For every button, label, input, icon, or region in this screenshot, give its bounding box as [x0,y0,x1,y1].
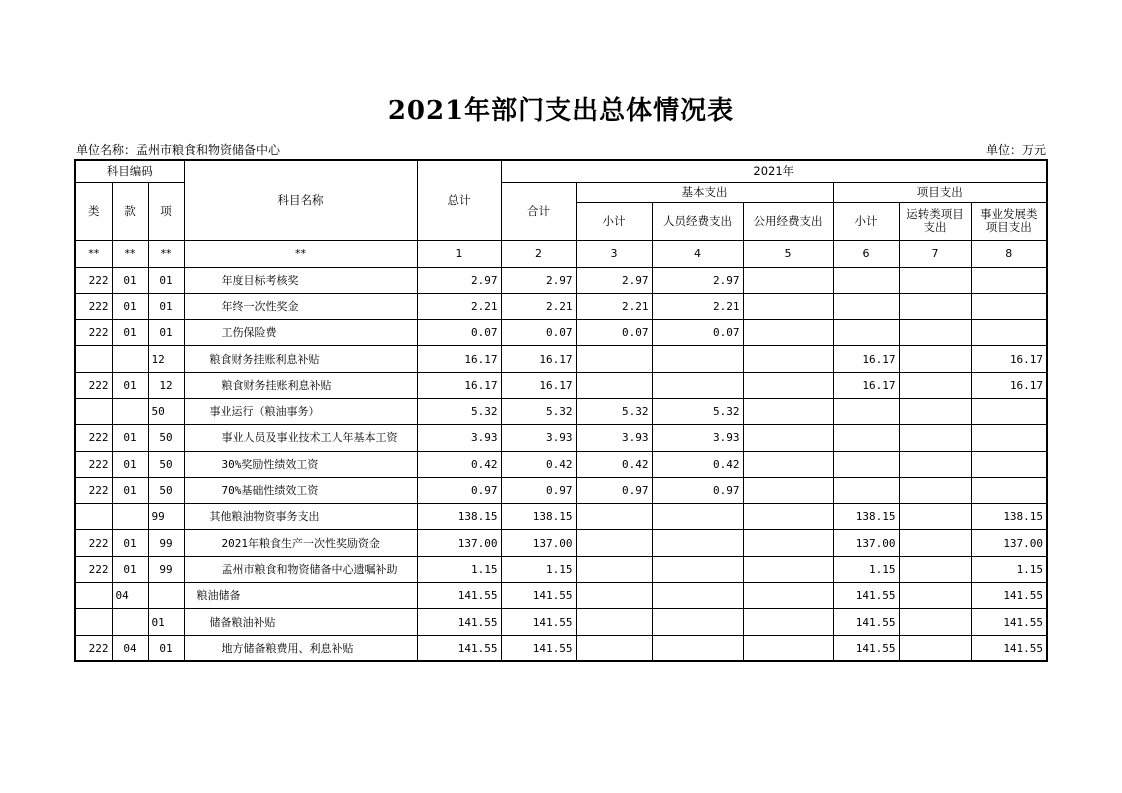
cell-transfer [899,320,971,346]
cell-name: 2021年粮食生产一次性奖励资金 [184,530,417,556]
cell-project-subtotal: 16.17 [833,346,899,372]
cell-xiang: 01 [148,267,184,293]
cell-kuan [112,504,148,530]
cell-transfer [899,635,971,661]
cell-total: 0.07 [417,320,501,346]
cell-heji: 16.17 [501,372,576,398]
cell-total: 16.17 [417,346,501,372]
cell-transfer [899,425,971,451]
unit-name-label: 单位名称：孟州市粮食和物资储备中心 [76,143,281,157]
cell-heji: 141.55 [501,635,576,661]
cell-personnel: 2.97 [652,267,743,293]
cell-transfer [899,346,971,372]
cell-public [743,530,833,556]
cell-kuan: 01 [112,267,148,293]
cell-heji: 0.97 [501,477,576,503]
header-public: 公用经费支出 [743,202,833,240]
col-number: 3 [576,240,652,267]
cell-kuan: 01 [112,372,148,398]
table-row [75,293,1047,319]
cell-kuan: 01 [112,530,148,556]
cell-public [743,293,833,319]
header-basic-subtotal: 小计 [576,202,652,240]
col-number: ** [148,240,184,267]
cell-xiang: 01 [148,293,184,319]
cell-basic-subtotal: 3.93 [576,425,652,451]
table-row [75,635,1047,661]
header-name: 科目名称 [184,160,417,240]
cell-transfer [899,398,971,424]
cell-kuan [112,609,148,635]
cell-dev: 137.00 [971,530,1047,556]
cell-personnel [652,609,743,635]
cell-kuan: 01 [112,293,148,319]
cell-name: 粮食财务挂账利息补贴 [184,372,417,398]
cell-heji: 0.07 [501,320,576,346]
cell-transfer [899,477,971,503]
cell-lei: 222 [75,372,112,398]
cell-dev: 16.17 [971,346,1047,372]
cell-xiang: 01 [148,635,184,661]
cell-personnel: 0.97 [652,477,743,503]
cell-project-subtotal: 16.17 [833,372,899,398]
currency-unit-label: 单位：万元 [985,143,1046,157]
cell-total: 138.15 [417,504,501,530]
cell-lei: 222 [75,635,112,661]
cell-xiang: 50 [148,451,184,477]
cell-kuan: 04 [112,583,148,609]
cell-name: 70%基础性绩效工资 [184,477,417,503]
table-row [75,504,1047,530]
col-number: 7 [899,240,971,267]
cell-project-subtotal [833,320,899,346]
cell-project-subtotal: 141.55 [833,635,899,661]
cell-kuan: 01 [112,451,148,477]
cell-lei: 222 [75,267,112,293]
cell-basic-subtotal [576,609,652,635]
cell-xiang [148,583,184,609]
header-kuan: 款 [112,182,148,240]
cell-lei: 222 [75,530,112,556]
cell-personnel: 2.21 [652,293,743,319]
table-row [75,346,1047,372]
cell-lei: 222 [75,556,112,582]
cell-name: 粮油储备 [184,583,417,609]
header-lei: 类 [75,182,112,240]
cell-dev [971,320,1047,346]
cell-basic-subtotal: 5.32 [576,398,652,424]
cell-total: 0.42 [417,451,501,477]
cell-public [743,267,833,293]
cell-lei [75,583,112,609]
cell-kuan: 01 [112,556,148,582]
table-row [75,372,1047,398]
cell-xiang: 99 [148,530,184,556]
table-row [75,267,1047,293]
cell-name: 年终一次性奖金 [184,293,417,319]
cell-public [743,320,833,346]
cell-xiang: 01 [148,320,184,346]
cell-name: 其他粮油物资事务支出 [184,504,417,530]
cell-heji: 2.97 [501,267,576,293]
col-number: ** [75,240,112,267]
cell-heji: 16.17 [501,346,576,372]
header-personnel: 人员经费支出 [652,202,743,240]
cell-total: 141.55 [417,609,501,635]
cell-lei [75,398,112,424]
cell-transfer [899,556,971,582]
cell-lei [75,504,112,530]
cell-dev: 141.55 [971,635,1047,661]
header-dev: 事业发展类项目支出 [971,202,1047,240]
cell-dev: 1.15 [971,556,1047,582]
cell-basic-subtotal [576,372,652,398]
table-row [75,398,1047,424]
header-project-subtotal: 小计 [833,202,899,240]
cell-basic-subtotal [576,504,652,530]
col-number: 2 [501,240,576,267]
cell-heji: 0.42 [501,451,576,477]
cell-basic-subtotal [576,530,652,556]
table-row [75,477,1047,503]
cell-project-subtotal: 137.00 [833,530,899,556]
cell-lei [75,346,112,372]
header-year: 2021年 [501,160,1047,182]
page-title: 2021年部门支出总体情况表 [387,96,735,126]
cell-kuan: 01 [112,477,148,503]
cell-total: 137.00 [417,530,501,556]
cell-xiang: 50 [148,425,184,451]
cell-personnel [652,372,743,398]
cell-personnel: 0.42 [652,451,743,477]
cell-public [743,504,833,530]
cell-public [743,451,833,477]
cell-total: 2.97 [417,267,501,293]
cell-basic-subtotal [576,583,652,609]
cell-xiang: 50 [148,398,184,424]
cell-dev: 141.55 [971,609,1047,635]
cell-name: 年度目标考核奖 [184,267,417,293]
cell-public [743,556,833,582]
cell-kuan: 01 [112,320,148,346]
cell-basic-subtotal [576,556,652,582]
cell-transfer [899,293,971,319]
cell-personnel [652,530,743,556]
cell-xiang: 50 [148,477,184,503]
header-project: 项目支出 [833,182,1047,202]
cell-heji: 137.00 [501,530,576,556]
cell-total: 5.32 [417,398,501,424]
cell-personnel: 5.32 [652,398,743,424]
cell-name: 事业运行（粮油事务） [184,398,417,424]
cell-transfer [899,267,971,293]
cell-project-subtotal [833,477,899,503]
cell-name: 事业人员及事业技术工人年基本工资 [184,425,417,451]
cell-total: 141.55 [417,635,501,661]
header-transfer: 运转类项目支出 [899,202,971,240]
cell-lei: 222 [75,425,112,451]
cell-name: 30%奖励性绩效工资 [184,451,417,477]
col-number: 6 [833,240,899,267]
cell-transfer [899,609,971,635]
cell-personnel [652,346,743,372]
header-basic: 基本支出 [576,182,833,202]
cell-dev [971,425,1047,451]
cell-kuan [112,346,148,372]
cell-project-subtotal: 141.55 [833,609,899,635]
table-row [75,556,1047,582]
header-total: 总计 [417,160,501,240]
table-row [75,320,1047,346]
header-xiang: 项 [148,182,184,240]
cell-heji: 1.15 [501,556,576,582]
cell-dev [971,451,1047,477]
cell-xiang: 99 [148,504,184,530]
cell-xiang: 01 [148,609,184,635]
cell-xiang: 12 [148,372,184,398]
cell-public [743,372,833,398]
cell-personnel [652,635,743,661]
cell-name: 地方储备粮费用、利息补贴 [184,635,417,661]
column-number-row [75,240,1047,267]
cell-dev [971,293,1047,319]
table-row [75,425,1047,451]
cell-public [743,635,833,661]
table-row [75,530,1047,556]
cell-name: 粮食财务挂账利息补贴 [184,346,417,372]
cell-lei: 222 [75,451,112,477]
cell-project-subtotal: 138.15 [833,504,899,530]
col-number: 1 [417,240,501,267]
cell-project-subtotal: 141.55 [833,583,899,609]
cell-basic-subtotal: 2.97 [576,267,652,293]
table-row [75,451,1047,477]
col-number: 4 [652,240,743,267]
cell-dev: 141.55 [971,583,1047,609]
cell-heji: 141.55 [501,583,576,609]
cell-transfer [899,451,971,477]
cell-total: 141.55 [417,583,501,609]
cell-dev: 138.15 [971,504,1047,530]
cell-xiang: 99 [148,556,184,582]
cell-transfer [899,530,971,556]
cell-personnel: 0.07 [652,320,743,346]
cell-public [743,398,833,424]
cell-heji: 141.55 [501,609,576,635]
cell-dev: 16.17 [971,372,1047,398]
cell-xiang: 12 [148,346,184,372]
cell-name: 工伤保险费 [184,320,417,346]
header-heji: 合计 [501,182,576,240]
cell-heji: 3.93 [501,425,576,451]
cell-personnel [652,556,743,582]
table-row [75,583,1047,609]
cell-project-subtotal [833,267,899,293]
cell-transfer [899,504,971,530]
cell-dev [971,267,1047,293]
cell-project-subtotal [833,293,899,319]
cell-dev [971,398,1047,424]
cell-project-subtotal: 1.15 [833,556,899,582]
cell-name: 孟州市粮食和物资储备中心遗嘱补助 [184,556,417,582]
cell-basic-subtotal [576,635,652,661]
cell-basic-subtotal: 0.97 [576,477,652,503]
cell-personnel: 3.93 [652,425,743,451]
cell-personnel [652,504,743,530]
cell-transfer [899,372,971,398]
cell-project-subtotal [833,398,899,424]
cell-personnel [652,583,743,609]
cell-total: 2.21 [417,293,501,319]
cell-public [743,477,833,503]
cell-project-subtotal [833,425,899,451]
cell-total: 0.97 [417,477,501,503]
col-number: ** [112,240,148,267]
cell-lei [75,609,112,635]
col-number: 8 [971,240,1047,267]
table-row [75,609,1047,635]
cell-basic-subtotal [576,346,652,372]
cell-lei: 222 [75,293,112,319]
cell-public [743,346,833,372]
cell-heji: 2.21 [501,293,576,319]
cell-basic-subtotal: 0.07 [576,320,652,346]
cell-kuan [112,398,148,424]
cell-basic-subtotal: 2.21 [576,293,652,319]
cell-dev [971,477,1047,503]
cell-kuan: 01 [112,425,148,451]
cell-heji: 5.32 [501,398,576,424]
cell-total: 1.15 [417,556,501,582]
cell-project-subtotal [833,451,899,477]
cell-public [743,583,833,609]
col-number: ** [184,240,417,267]
cell-name: 储备粮油补贴 [184,609,417,635]
cell-heji: 138.15 [501,504,576,530]
cell-public [743,425,833,451]
cell-total: 3.93 [417,425,501,451]
cell-lei: 222 [75,477,112,503]
cell-kuan: 04 [112,635,148,661]
cell-lei: 222 [75,320,112,346]
cell-basic-subtotal: 0.42 [576,451,652,477]
cell-public [743,609,833,635]
col-number: 5 [743,240,833,267]
cell-transfer [899,583,971,609]
header-code-group: 科目编码 [75,160,184,182]
expenditure-table [74,159,1048,662]
cell-total: 16.17 [417,372,501,398]
